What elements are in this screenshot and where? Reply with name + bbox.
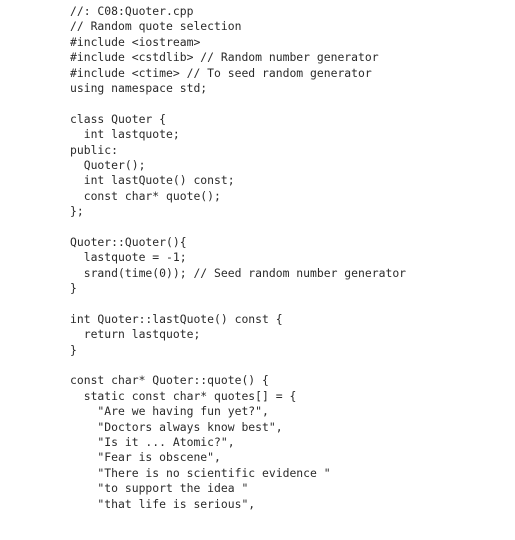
code-line: #include <iostream> xyxy=(70,34,201,49)
code-line: "Is it ... Atomic?", xyxy=(70,434,235,449)
code-line: const char* Quoter::quote() { xyxy=(70,373,269,388)
code-line: #include <ctime> // To seed random generator xyxy=(70,65,372,80)
code-line: "There is no scientific evidence " xyxy=(70,465,331,480)
code-line xyxy=(70,296,406,311)
code-line: Quoter::Quoter(){ xyxy=(70,234,187,249)
code-line: lastquote = -1; xyxy=(70,250,187,265)
code-line: "that life is serious", xyxy=(70,496,256,511)
code-line: "Are we having fun yet?", xyxy=(70,404,269,419)
code-line: static const char* quotes[] = { xyxy=(70,388,297,403)
code-line: }; xyxy=(70,204,84,219)
code-line: return lastquote; xyxy=(70,327,201,342)
code-listing xyxy=(70,4,406,512)
code-line: class Quoter { xyxy=(70,111,167,126)
code-line: int Quoter::lastQuote() const { xyxy=(70,311,283,326)
code-line: } xyxy=(70,342,77,357)
code-line: // Random quote selection xyxy=(70,19,242,34)
code-line: public: xyxy=(70,142,119,157)
code-line xyxy=(70,358,406,373)
code-line: "Fear is obscene", xyxy=(70,450,221,465)
code-line: "to support the idea " xyxy=(70,481,249,496)
code-line: using namespace std; xyxy=(70,80,208,95)
code-line: int lastquote; xyxy=(70,127,180,142)
code-line: #include <cstdlib> // Random number generator xyxy=(70,50,379,65)
code-line xyxy=(70,96,406,111)
code-line: int lastQuote() const; xyxy=(70,173,235,188)
code-line: srand(time(0)); // Seed random number generator xyxy=(70,265,407,280)
code-line xyxy=(70,219,406,234)
code-line: //: C08:Quoter.cpp xyxy=(70,4,194,18)
code-line: Quoter(); xyxy=(70,157,146,172)
code-line: } xyxy=(70,281,77,296)
code-line: const char* quote(); xyxy=(70,188,221,203)
code-line: "Doctors always know best", xyxy=(70,419,283,434)
